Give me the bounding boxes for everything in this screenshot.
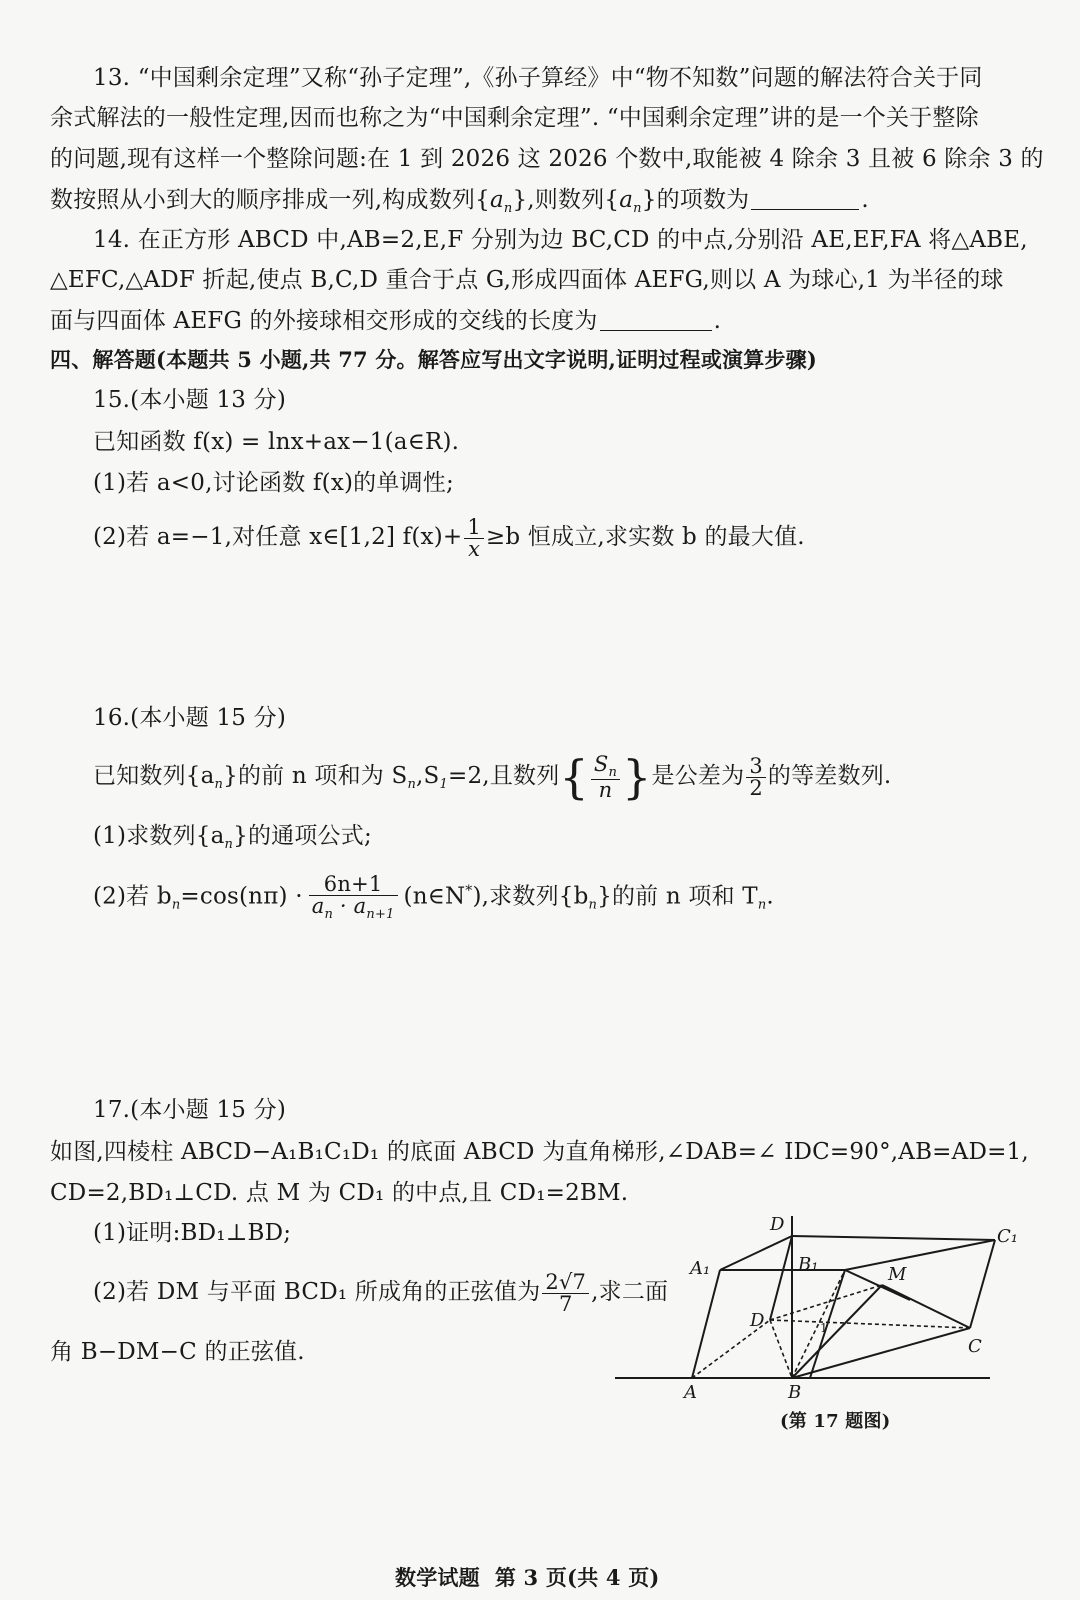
fig-label-B1: B₁ xyxy=(798,1254,819,1275)
q14-line-2: △EFC,△ADF 折起,使点 B,C,D 重合于点 G,形成四面体 AEFG,则以 A 为球心,1 为半径的球 xyxy=(50,267,1004,293)
q17-heading: 17.(本小题 15 分) xyxy=(93,1097,287,1123)
fig-label-B: B xyxy=(788,1382,802,1403)
q15-stem: 已知函数 f(x) = lnx+ax−1(a∈R). xyxy=(93,429,460,455)
q17-sine-value: $\frac{2√7}{7}$ xyxy=(542,1272,589,1315)
fig-label-M: M xyxy=(888,1264,907,1285)
q13-line-1: 13. “中国剩余定理”又称“孙子定理”,《孙子算经》中“物不知数”问题的解法符合关于同 xyxy=(93,65,983,91)
q17-figure xyxy=(610,1210,1050,1410)
fig-label-A1: A₁ xyxy=(690,1258,711,1279)
q16-heading: 16.(本小题 15 分) xyxy=(93,705,287,731)
fig-label-D: D xyxy=(770,1214,785,1235)
fig-label-C: C xyxy=(968,1336,982,1357)
q13-line-3: 的问题,现有这样一个整除问题:在 1 到 2026 这 2026 个数中,取能被 4 除余 3 且被 6 除余 3 的 xyxy=(50,146,1044,172)
q14-answer-blank xyxy=(600,310,712,331)
q17-figure-caption: (第 17 题图) xyxy=(780,1411,891,1432)
q15-part-2: (2)若 a=−1,对任意 x∈[1,2] f(x)+ $\frac{1}{x}$ ≥b 恒成立,求实数 b 的最大值. xyxy=(93,514,805,561)
q17-line-1: 如图,四棱柱 ABCD−A₁B₁C₁D₁ 的底面 ABCD 为直角梯形,∠DAB=∠ IDC=90°,AB=AD=1, xyxy=(50,1139,1029,1165)
q16-part-2: (2)若 $b_n=\cos(n\pi)$ · $\frac{6n+1}{a_n \cdot a_{n+1}}$ (n∈N*),求数列$\{b_n\}$的前 n 项和 $T_n$. xyxy=(93,872,774,923)
q17-line-2: CD=2,BD₁⊥CD. 点 M 为 CD₁ 的中点,且 CD₁=2BM. xyxy=(50,1180,629,1206)
q16-part-1: (1)求数列$\{a_n\}$的通项公式; xyxy=(93,823,372,852)
q14-line-3: 面与四面体 AEFG 的外接球相交形成的交线的长度为 . xyxy=(50,308,722,334)
fig-label-1: 1 xyxy=(820,1321,828,1335)
q17-part-2-cont: 角 B−DM−C 的正弦值. xyxy=(50,1339,305,1365)
q15-heading: 15.(本小题 13 分) xyxy=(93,387,287,413)
q16-stem: 已知数列$\{a_n\}$的前 n 项和为 $S_n,S_1=2$,且数列{ $\frac{S_n}{n}$ }是公差为 $\frac{3}{2}$ 的等差数列. xyxy=(93,750,892,804)
q13-answer-blank xyxy=(751,189,859,210)
section-4-heading: 四、解答题(本题共 5 小题,共 77 分。解答应写出文字说明,证明过程或演算步骤) xyxy=(50,347,817,372)
page-footer: 数学试题 第 3 页(共 4 页) xyxy=(395,1565,660,1590)
q14-line-1: 14. 在正方形 ABCD 中,AB=2,E,F 分别为边 BC,CD 的中点,分别沿 AE,EF,FA 将△ABE, xyxy=(93,227,1028,253)
q17-part-2: (2)若 DM 与平面 BCD₁ 所成角的正弦值为 $\frac{2√7}{7}$ ,求二面 xyxy=(93,1269,669,1316)
q13-line-2: 余式解法的一般性定理,因而也称之为“中国剩余定理”. “中国剩余定理”讲的是一个关于整除 xyxy=(50,105,979,131)
fig-label-C1: C₁ xyxy=(997,1226,1018,1247)
q17-part-1: (1)证明:BD₁⊥BD; xyxy=(93,1220,292,1246)
q16-common-difference: $\frac{3}{2}$ xyxy=(746,756,766,799)
q13-line-4: 数按照从小到大的顺序排成一列,构成数列$\{a_n\}$,则数列$\{a_n\}$的项数为 . xyxy=(50,187,869,216)
q15-part-1: (1)若 a<0,讨论函数 f(x)的单调性; xyxy=(93,470,454,496)
fig-label-D-base: D xyxy=(750,1310,765,1331)
q15-fraction: $\frac{1}{x}$ xyxy=(464,517,484,560)
fig-label-A: A xyxy=(684,1382,697,1403)
q16-bn-fraction: $\frac{6n+1}{a_n \cdot a_{n+1}}$ xyxy=(309,874,398,921)
q16-sn-over-n: $\frac{S_n}{n}$ xyxy=(591,754,620,801)
